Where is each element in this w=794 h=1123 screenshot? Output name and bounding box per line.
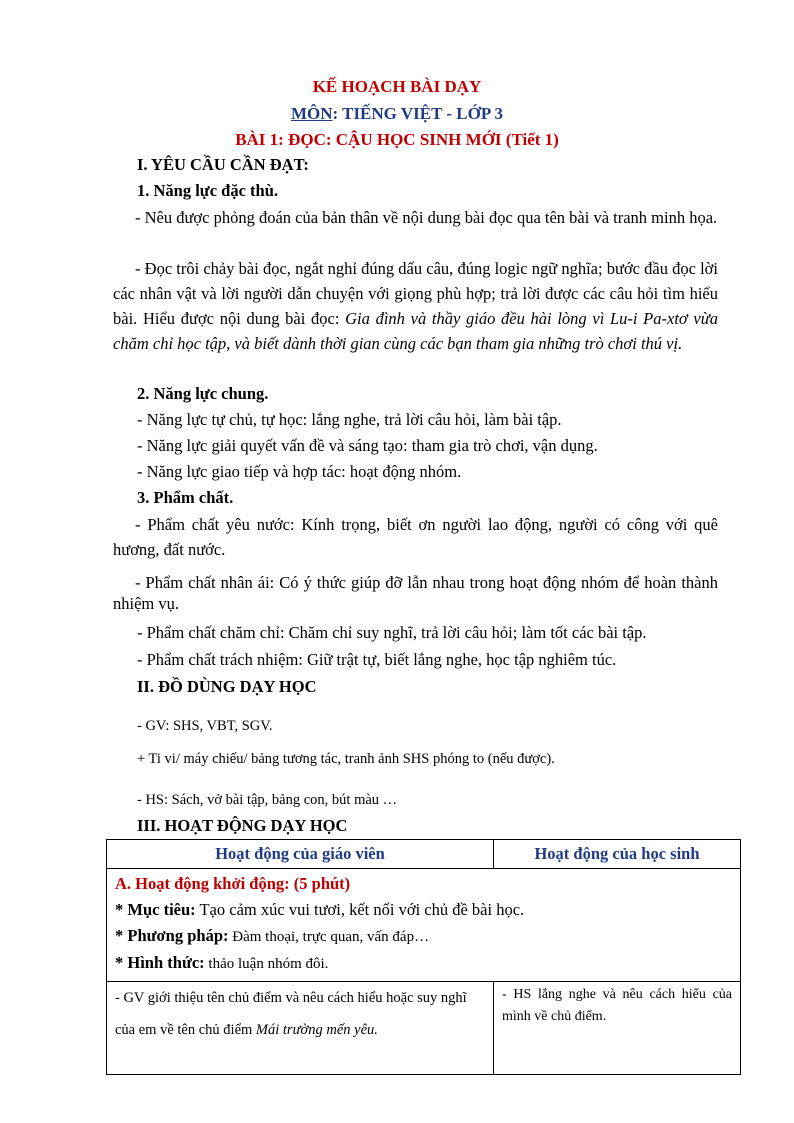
competence-self-study: - Năng lực tự chủ, tự học: lắng nghe, trả lời câu hỏi, làm bài tập. <box>137 410 562 429</box>
form-label: * Hình thức: <box>115 953 205 972</box>
subsection-specific-competence: 1. Năng lực đặc thù. <box>137 181 278 200</box>
method-label: * Phương pháp: <box>115 926 229 945</box>
activity-table <box>106 839 741 1075</box>
student-materials: - HS: Sách, vở bài tập, bảng con, bút màu … <box>137 792 398 808</box>
competence-communication: - Năng lực giao tiếp và hợp tác: hoạt động nhóm. <box>137 462 462 481</box>
quality-patriotism: - Phẩm chất yêu nước: Kính trọng, biết ơn người lao động, người có công với quê hương, đất nước. <box>113 515 718 559</box>
goal-text: Tạo cảm xúc vui tươi, kết nối với chủ đề bài học. <box>195 900 525 919</box>
method-line <box>115 923 732 950</box>
paragraph-reading-text: - Đọc trôi chảy bài đọc, ngắt nghỉ đúng dấu câu, đúng logic ngữ nghĩa; bước đầu đọc lời các nhân vật và lời người dẫn chuyện với giọng phù hợp; trả lời được các câu hỏi tìm hiểu bài. Hiểu được nội dung bài đọc: <box>113 259 718 328</box>
paragraph-reading <box>113 256 718 356</box>
quality-kindness: - Phẩm chất nhân ái: Có ý thức giúp đỡ lẫn nhau trong hoạt động nhóm để hoàn thành nhiệm vụ. <box>113 573 718 613</box>
warmup-title: A. Hoạt động khởi động: (5 phút) <box>115 874 351 893</box>
header-student-activity: Hoạt động của học sinh <box>494 840 741 869</box>
theme-name: Mái trường mến yêu. <box>255 1022 378 1038</box>
quality-responsibility: - Phẩm chất trách nhiệm: Giữ trật tự, biết lắng nghe, học tập nghiêm túc. <box>137 650 617 669</box>
section-1-heading: I. YÊU CẦU CẦN ĐẠT: <box>137 155 309 174</box>
warmup-section <box>107 869 741 982</box>
equipment-list: + Ti vi/ máy chiếu/ bảng tương tác, tranh ảnh SHS phóng to (nếu được). <box>137 751 555 767</box>
document-title: KẾ HOẠCH BÀI DẠY <box>312 77 482 96</box>
goal-label: * Mục tiêu: <box>115 900 196 919</box>
section-2-heading: II. ĐỒ DÙNG DẠY HỌC <box>137 677 317 696</box>
subject-line <box>0 104 794 124</box>
form-text: thảo luận nhóm đôi. <box>204 956 329 972</box>
table-row <box>107 982 741 1075</box>
table-header-row <box>107 840 741 869</box>
method-text: Đàm thoại, trực quan, vấn đáp… <box>228 929 430 945</box>
form-line <box>115 950 732 977</box>
student-activity-cell: - HS lắng nghe và nêu cách hiểu của mình về chủ điểm. <box>494 982 741 1075</box>
quality-diligence: - Phẩm chất chăm chỉ: Chăm chỉ suy nghĩ, trả lời câu hỏi; làm tốt các bài tập. <box>137 623 647 642</box>
subsection-general-competence: 2. Năng lực chung. <box>137 384 269 403</box>
subsection-qualities: 3. Phẩm chất. <box>137 488 234 507</box>
subject-label: MÔN <box>290 104 333 123</box>
competence-problem-solving: - Năng lực giải quyết vấn đề và sáng tạo: tham gia trò chơi, vận dụng. <box>137 436 598 455</box>
teacher-activity-text: - GV giới thiệu tên chủ điểm và nêu cách hiểu hoặc suy nghĩ của em về tên chủ điểm <box>115 990 467 1038</box>
paragraph-reading-content: Gia đình và thầy giáo đều hài lòng vì Lu-i Pa-xtơ vừa chăm chỉ học tập, và biết dành thời gian cùng các bạn tham gia những trò chơi thú vị. <box>113 309 718 353</box>
table-row-warmup <box>107 869 741 982</box>
section-3-heading: III. HOẠT ĐỘNG DẠY HỌC <box>137 816 348 835</box>
goal-line <box>115 897 732 923</box>
lesson-title: BÀI 1: ĐỌC: CẬU HỌC SINH MỚI (Tiết 1) <box>235 130 559 149</box>
teacher-materials: - GV: SHS, VBT, SGV. <box>137 718 273 734</box>
teacher-activity-cell <box>107 982 494 1075</box>
paragraph-prediction: - Nêu được phỏng đoán của bản thân về nội dung bài đọc qua tên bài và tranh minh họa. <box>135 208 718 227</box>
subject-text: : TIẾNG VIỆT - LỚP 3 <box>332 104 504 123</box>
header-teacher-activity: Hoạt động của giáo viên <box>107 840 494 869</box>
